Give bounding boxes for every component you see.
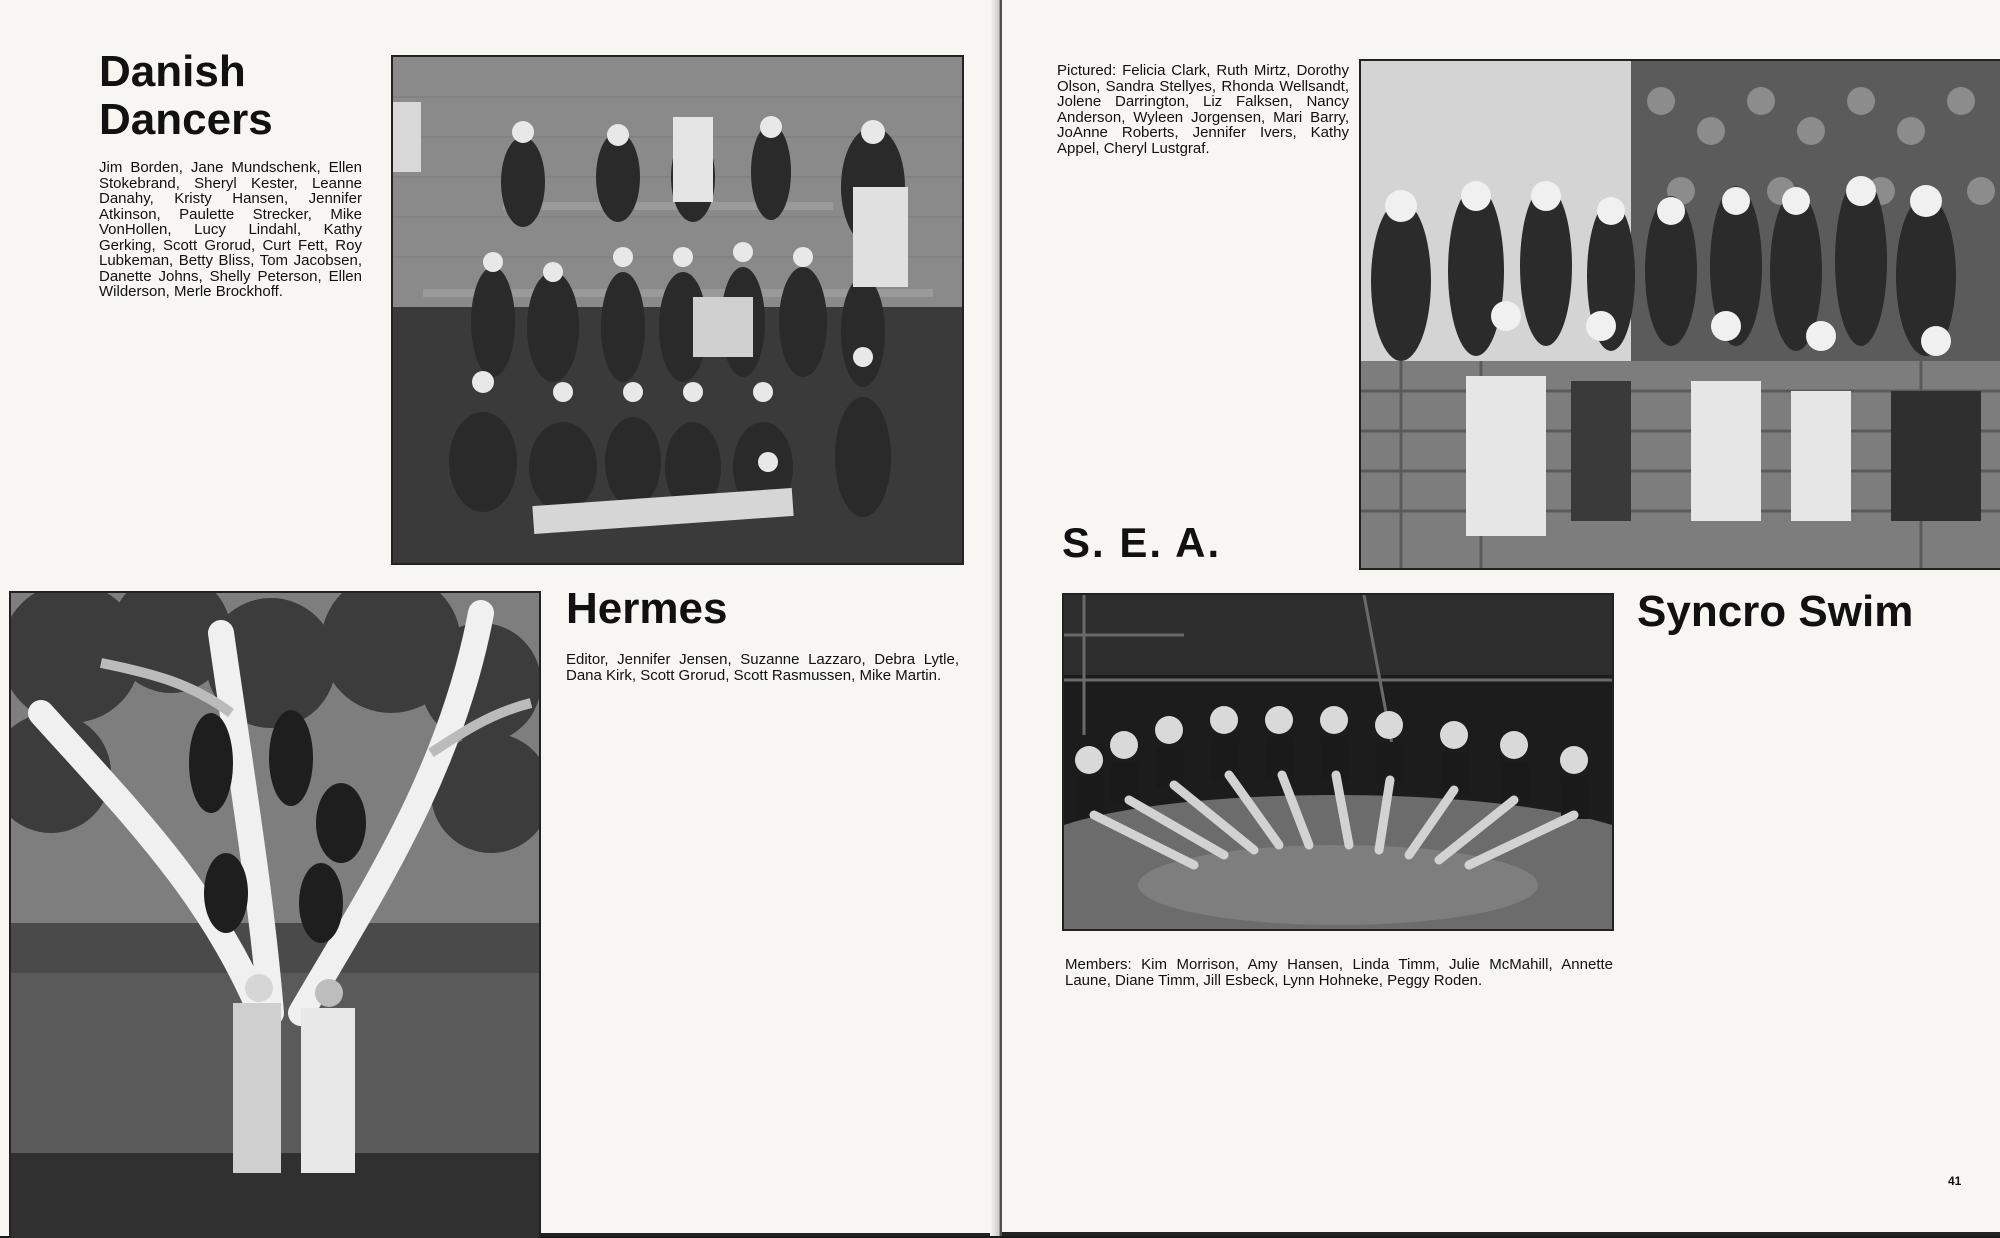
syncro-swim-photo: [1062, 593, 1614, 931]
syncro-swim-photo-image: [1064, 595, 1612, 929]
sea-caption: Pictured: Felicia Clark, Ruth Mirtz, Dorothy Olson, Sandra Stellyes, Rhonda Wellsandt, Jolene Darrington, Liz Falksen, Nancy Anderson, Wyleen Jorgensen, Mari Barry, JoAnne Roberts, Jennifer Ivers, Kathy Appel, Cheryl Lustgraf.: [1057, 62, 1349, 157]
sea-title: S. E. A.: [1062, 519, 1222, 566]
right-page-bottom-edge: [1002, 1232, 2000, 1236]
page-number: 41: [1948, 1174, 1962, 1188]
left-page: [0, 0, 996, 1236]
hermes-photo-image: [11, 593, 539, 1238]
danish-dancers-caption: Jim Borden, Jane Mundschenk, Ellen Stokebrand, Sheryl Kester, Leanne Danahy, Kristy Hansen, Jennifer Atkinson, Paulette Strecker, Mike VonHollen, Lucy Lindahl, Kathy Gerking, Scott Grorud, Curt Fett, Roy Lubkeman, Betty Bliss, Tom Jacobsen, Danette Johns, Shelly Peterson, Ellen Wilderson, Merle Brockhoff.: [99, 159, 362, 300]
hermes-photo: [9, 591, 541, 1238]
sea-photo-image: [1361, 61, 2000, 568]
hermes-title: Hermes: [566, 584, 728, 633]
syncro-swim-title: Syncro Swim: [1637, 587, 1914, 636]
danish-dancers-title-line2: Dancers: [99, 94, 273, 144]
danish-dancers-photo: [391, 55, 964, 565]
danish-dancers-photo-image: [393, 57, 962, 563]
danish-dancers-title-line1: Danish: [99, 47, 246, 96]
sea-photo: [1359, 59, 2000, 570]
right-page: [1002, 0, 2000, 1236]
syncro-swim-caption: Members: Kim Morrison, Amy Hansen, Linda Timm, Julie McMahill, Annette Laune, Diane Timm, Jill Esbeck, Lynn Hohneke, Peggy Roden.: [1065, 956, 1613, 989]
hermes-caption: Editor, Jennifer Jensen, Suzanne Lazzaro, Debra Lytle, Dana Kirk, Scott Grorud, Scott Rasmussen, Mike Martin.: [566, 651, 959, 684]
danish-dancers-title: [99, 48, 273, 143]
